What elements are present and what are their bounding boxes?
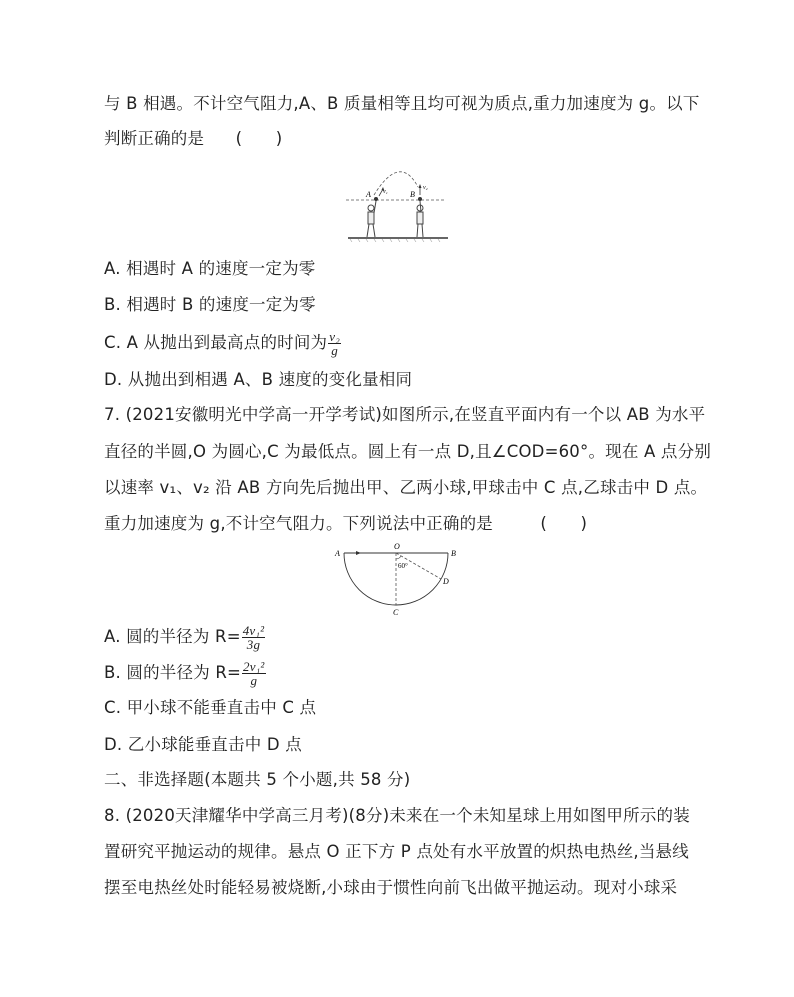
q6-option-a: A. 相遇时 A 的速度一定为零: [104, 259, 316, 278]
fig7-label-c: C: [393, 608, 399, 617]
q6-text-line-2: [104, 128, 282, 150]
fig6-label-v2: v₂: [423, 185, 428, 191]
fig7-label-d: D: [443, 577, 449, 586]
q7-text-line-3: 以速率 v₁、v₂ 沿 AB 方向先后抛出甲、乙两小球,甲球击中 C 点,乙球击中 D 点。: [104, 478, 708, 497]
q6-figure: [340, 165, 450, 245]
fig7-label-a: A: [335, 549, 340, 558]
q7-text-line-1: 7. (2021安徽明光中学高一开学考试)如图所示,在竖直平面内有一个以 AB 为水平: [104, 405, 706, 424]
q6-option-c-fraction: [328, 330, 341, 357]
q7-option-d: D. 乙小球能垂直击中 D 点: [104, 735, 302, 754]
fig7-label-o: O: [394, 542, 400, 551]
q7-figure: [330, 540, 470, 620]
q6-answer-bracket: ( ): [235, 129, 283, 148]
fraction-denominator: g: [331, 343, 338, 358]
q6-option-c: [104, 330, 341, 357]
v2-arrowhead: [419, 184, 422, 188]
fraction-numerator: 2v₁²: [243, 659, 265, 674]
fig7-angle-label: 60°: [398, 562, 408, 570]
fraction-numerator: 4v₁²: [242, 623, 265, 638]
fig6-label-b: B: [410, 190, 415, 199]
q6-option-c-text: C. A 从抛出到最高点的时间为: [104, 333, 328, 352]
ground-hatch: [350, 239, 440, 242]
q7-option-b-fraction: [242, 660, 266, 687]
q7-text-line-2: 直径的半圆,O 为圆心,C 为最低点。圆上有一点 D,且∠COD=60°。现在 A 点分别: [104, 442, 712, 461]
fraction-numerator: v₂: [329, 329, 340, 344]
q7-answer-bracket: ( ): [540, 514, 588, 533]
ball-a-icon: [374, 197, 378, 201]
launch-arrowhead: [356, 551, 361, 555]
fraction-denominator: 3g: [246, 637, 261, 652]
q7-option-a: [104, 624, 265, 651]
q7-stem-end: 重力加速度为 g,不计空气阻力。下列说法中正确的是: [104, 514, 493, 533]
person-a-icon: [367, 201, 376, 237]
q8-text-line-2: 置研究平抛运动的规律。悬点 O 正下方 P 点处有水平放置的炽热电热丝,当悬线: [104, 842, 689, 861]
q7-option-b: [104, 660, 266, 687]
q8-text-line-3: 摆至电热丝处时能轻易被烧断,小球由于惯性向前飞出做平抛运动。现对小球采: [104, 878, 678, 897]
fig7-label-b: B: [451, 549, 456, 558]
fraction-denominator: g: [250, 673, 258, 688]
q7-option-a-fraction: [242, 624, 266, 651]
q8-text-line-1: 8. (2020天津耀华中学高三月考)(8分)未来在一个未知星球上用如图甲所示的装: [104, 806, 690, 825]
q6-text-line-1: 与 B 相遇。不计空气阻力,A、B 质量相等且均可视为质点,重力加速度为 g。以下: [104, 94, 700, 113]
section-heading: 二、非选择题(本题共 5 个小题,共 58 分): [104, 770, 411, 789]
angle-arc: [396, 556, 401, 559]
q6-stem-end: 判断正确的是: [104, 129, 205, 148]
ball-b-icon: [418, 197, 422, 201]
q7-option-b-text: B. 圆的半径为 R=: [104, 663, 242, 682]
fig6-label-v1: v₁: [383, 189, 388, 195]
q6-option-b: B. 相遇时 B 的速度一定为零: [104, 295, 316, 314]
q7-option-a-text: A. 圆的半径为 R=: [104, 627, 241, 646]
q7-option-c: C. 甲小球不能垂直击中 C 点: [104, 698, 317, 717]
q6-option-d: D. 从抛出到相遇 A、B 速度的变化量相同: [104, 370, 413, 389]
q7-text-line-4: [104, 513, 587, 535]
fig6-label-a: A: [366, 190, 371, 199]
person-b-icon: [417, 201, 423, 237]
